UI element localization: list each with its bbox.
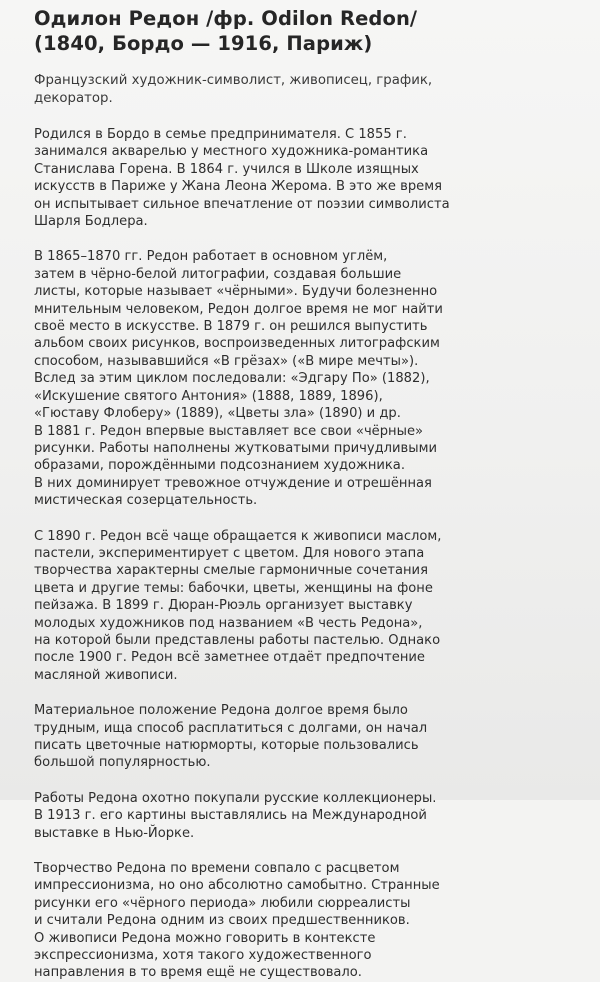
text-line: мистическая созерцательность.: [34, 493, 258, 509]
text-line: выставке в Нью-Йорке.: [34, 825, 195, 841]
text-line: Творчество Редона по времени совпало с расцветом: [34, 861, 400, 877]
text-line: Станислава Горена. В 1864 г. учился в Школе изящных: [34, 161, 419, 177]
text-line: Работы Редона охотно покупали русские коллекционеры.: [34, 790, 437, 806]
text-line: искусств в Париже у Жана Леона Жерома. В это же время: [34, 179, 442, 195]
text-line: рисунки. Работы наполнены жутковатыми причудливыми: [34, 440, 437, 456]
text-line: своё место в искусстве. В 1879 г. он решился выпустить: [34, 319, 428, 335]
text-line: трудным, ища способ расплатиться с долгами, он начал: [34, 720, 428, 736]
text-line: импрессионизма, но оно абсолютно самобытно. Странные: [34, 878, 440, 894]
artist-description: [34, 72, 578, 108]
text-line: образами, порождёнными подсознанием художника.: [34, 458, 405, 474]
text-line: мнительным человеком, Редон долгое время не мог найти: [34, 301, 443, 317]
bio-paragraph-color-period: [34, 528, 578, 685]
text-line: он испытывает сильное впечатление от поэзии символиста: [34, 196, 450, 212]
artist-name: Одилон Редон /фр. Odilon Redon/: [34, 7, 418, 30]
bio-paragraph-legacy: [34, 860, 578, 982]
text-line: молодых художников под названием «В честь Редона»,: [34, 615, 423, 631]
text-line: В 1865–1870 гг. Редон работает в основном углём,: [34, 249, 388, 265]
text-line: писать цветочные натюрморты, которые пользовались: [34, 738, 419, 753]
artist-dates: (1840, Бордо — 1916, Париж): [34, 32, 373, 55]
text-line: экспрессионизма, хотя такого художественного: [34, 948, 372, 964]
text-line: «Искушение святого Антония» (1888, 1889, 1896),: [34, 388, 383, 404]
text-line: Родился в Бордо в семье предпринимателя. С 1855 г.: [34, 127, 407, 142]
text-line: Вслед за этим циклом последовали: «Эдгару По» (1882),: [34, 371, 430, 387]
text-line: на которой были представлены работы пастелью. Однако: [34, 632, 441, 648]
text-line: Материальное положение Редона долгое время было: [34, 703, 408, 719]
biography-body: [34, 126, 578, 982]
text-line: Шарля Бодлера.: [34, 214, 148, 230]
text-line: затем в чёрно-белой литографии, создавая большие: [34, 266, 402, 282]
artist-title: [34, 6, 578, 56]
text-line: листы, которые называет «чёрными». Будучи болезненно: [34, 284, 438, 300]
text-line: О живописи Редона можно говорить в контексте: [34, 930, 376, 946]
text-line: В 1881 г. Редон впервые выставляет все свои «чёрные»: [34, 423, 424, 439]
text-line: цвета и другие темы: бабочки, цветы, женщины на фоне: [34, 580, 433, 596]
text-line: большой популярностью.: [34, 755, 211, 771]
text-line: после 1900 г. Редон всё заметнее отдаёт предпочтение: [34, 650, 425, 666]
description-line: декоратор.: [34, 91, 113, 106]
text-line: способом, называвшийся «В грёзах» («В мире мечты»).: [34, 353, 419, 369]
text-line: В них доминирует тревожное отчуждение и отрешённая: [34, 475, 432, 491]
text-line: пейзажа. В 1899 г. Дюран-Рюэль организует выставку: [34, 598, 413, 614]
text-line: пастели, экспериментирует с цветом. Для нового этапа: [34, 545, 425, 561]
text-line: рисунки его «чёрного периода» любили сюрреалисты: [34, 895, 411, 911]
text-line: альбом своих рисунков, воспроизведенных литографским: [34, 336, 440, 352]
text-line: и считали Редона одним из своих предшественников.: [34, 913, 410, 929]
text-line: «Гюставу Флоберу» (1889), «Цветы зла» (1890) и др.: [34, 406, 401, 422]
text-line: занимался акварелью у местного художника-романтика: [34, 144, 429, 160]
bio-paragraph-birth: [34, 126, 578, 230]
bio-paragraph-black-period: [34, 248, 578, 509]
bio-paragraph-collectors: [34, 790, 578, 842]
bio-paragraph-finances: [34, 702, 578, 772]
text-line: творчества характерны смелые гармоничные сочетания: [34, 563, 428, 579]
text-line: направления в то время ещё не существовало.: [34, 965, 362, 981]
text-line: В 1913 г. его картины выставлялись на Международной: [34, 808, 427, 824]
text-line: С 1890 г. Редон всё чаще обращается к живописи маслом,: [34, 528, 442, 544]
description-line: Французский художник-символист, живописец, график,: [34, 73, 433, 88]
text-line: масляной живописи.: [34, 667, 178, 683]
